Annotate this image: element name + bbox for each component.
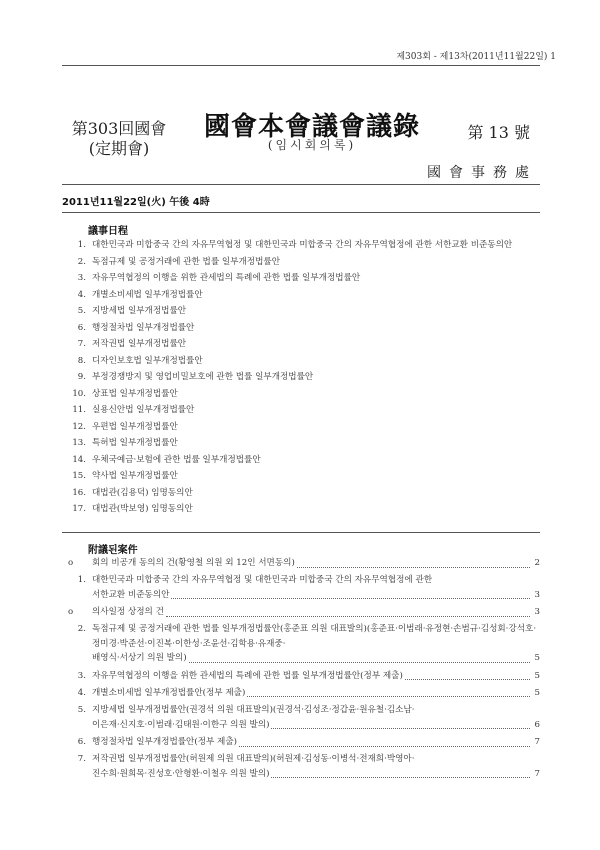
case-item-text-lead: 대한민국과 미합중국 간의 자유무역협정 및 대한민국과 미합중국 간의 자유무역협정에 관한 — [92, 575, 433, 586]
agenda-list — [62, 237, 540, 518]
dot-leader — [189, 662, 530, 663]
agenda-item-number: 8. — [77, 355, 86, 366]
agenda-item — [62, 303, 540, 320]
case-item-number: o — [68, 558, 74, 568]
case-item-text-lead: 독점규제 및 공정거래에 관한 법률 일부개정법률안(홍준표 의원 대표발의)(홍준표·이범래·유정현·손범규·김성회·강석호·정미경·박준선·이진복·이한성·조윤선·김학용·유재중· — [92, 624, 537, 649]
agenda-item — [62, 237, 540, 254]
agenda-item-number: 14. — [72, 454, 86, 465]
issue-number: 第 13 號 — [467, 123, 530, 142]
agenda-item-number: 11. — [72, 405, 86, 415]
case-item-line — [92, 556, 540, 571]
case-item-text-lead: 저작권법 일부개정법률안(허원제 의원 대표발의)(허원제·김성동·이병석·전재희·박영아· — [92, 754, 415, 765]
dot-leader — [271, 728, 530, 729]
agenda-item — [62, 485, 540, 502]
agenda-item — [62, 501, 540, 518]
agenda-item — [62, 419, 540, 436]
agenda-item-number: 13. — [72, 438, 86, 448]
case-item-page: 5 — [534, 687, 540, 698]
agenda-item-number: 10. — [72, 388, 86, 399]
case-item-number: 4. — [77, 687, 86, 698]
agenda-item — [62, 402, 540, 419]
agenda-heading: 議事日程 — [88, 226, 128, 237]
agenda-item-number: 17. — [72, 504, 86, 514]
case-item-page: 3 — [534, 607, 540, 618]
case-item-text: 회의 비공개 동의의 건(황영철 의원 외 12인 서면동의) — [92, 558, 295, 568]
agenda-item-number: 6. — [77, 322, 86, 333]
agenda-item — [62, 320, 540, 337]
meeting-datetime: 2011년11월22일(火) 午後 4時 — [62, 197, 210, 208]
agenda-item-number: 12. — [72, 421, 86, 432]
agenda-item-text: 우체국예금·보험에 관한 법률 일부개정법률안 — [92, 454, 261, 465]
agenda-item-text: 디자인보호법 일부개정법률안 — [92, 355, 203, 366]
document-subtitle: (임시회의록) — [267, 138, 357, 152]
case-item-text: 행정절차법 일부개정법률안(정부 제출) — [92, 737, 237, 748]
running-header: 제303회 - 제13차(2011년11월22일) 1 — [396, 52, 556, 62]
agenda-item-text: 개별소비세법 일부개정법률안 — [92, 289, 203, 300]
case-item-page: 7 — [534, 737, 540, 748]
case-item-number: 3. — [77, 670, 86, 681]
agenda-item — [62, 468, 540, 485]
dot-leader — [297, 567, 530, 568]
agenda-item-number: 1. — [77, 240, 86, 250]
agenda-item-text: 부정경쟁방지 및 영업비밀보호에 관한 법률 일부개정법률안 — [92, 372, 314, 382]
case-item-text: 개별소비세법 일부개정법률안(정부 제출) — [92, 687, 246, 698]
case-item-text: 자유무역협정의 이행을 위한 관세법의 특례에 관한 법률 일부개정법률안(정부 제출) — [92, 670, 403, 681]
agenda-item-text: 자유무역협정의 이행을 위한 관세법의 특례에 관한 법률 일부개정법률안 — [92, 273, 361, 283]
agenda-item-text: 대법관(박보영) 임명동의안 — [92, 504, 193, 514]
agenda-item-text: 행정절차법 일부개정법률안 — [92, 322, 195, 333]
case-item-line — [92, 651, 540, 666]
agenda-item-text: 저작권법 일부개정법률안 — [92, 339, 187, 349]
case-item — [62, 622, 540, 666]
section-rule — [62, 532, 540, 533]
case-item-number: 2. — [77, 624, 86, 635]
agenda-item-text: 특허법 일부개정법률안 — [92, 438, 178, 448]
case-item-text: 배영식·서상기 의원 발의) — [92, 653, 187, 664]
case-item-page: 5 — [534, 670, 540, 681]
agenda-item — [62, 270, 540, 287]
case-item — [62, 703, 540, 732]
agenda-item — [62, 386, 540, 403]
agenda-item — [62, 369, 540, 386]
agenda-item — [62, 435, 540, 452]
dot-leader — [239, 746, 530, 747]
case-item-line — [92, 605, 540, 620]
agenda-item — [62, 353, 540, 370]
agenda-item-number: 5. — [77, 306, 86, 316]
agenda-item-number: 4. — [77, 289, 86, 300]
session-label-line2: (定期會) — [88, 139, 150, 158]
agenda-item-number: 16. — [72, 487, 86, 498]
dot-leader — [271, 777, 530, 778]
agenda-item-number: 9. — [77, 372, 86, 382]
date-rule — [62, 212, 540, 213]
case-item — [62, 752, 540, 781]
top-rule — [62, 65, 540, 66]
agenda-item-text: 독점규제 및 공정거래에 관한 법률 일부개정법률안 — [92, 256, 280, 267]
agenda-item-text: 대한민국과 미합중국 간의 자유무역협정 및 대한민국과 미합중국 간의 자유무역협정에 관한 서한교환 비준동의안 — [92, 240, 513, 250]
case-item — [62, 686, 540, 701]
case-item-line — [92, 686, 540, 701]
session-label — [69, 119, 169, 159]
case-item — [62, 556, 540, 571]
agenda-item-text: 지방세법 일부개정법률안 — [92, 306, 187, 316]
agenda-item-text: 상표법 일부개정법률안 — [92, 388, 178, 399]
document-title: 國會本會議會議錄 — [203, 112, 420, 142]
case-item-page: 6 — [534, 719, 540, 730]
agenda-item — [62, 287, 540, 304]
agenda-item — [62, 254, 540, 271]
agenda-item — [62, 452, 540, 469]
cases-list — [62, 556, 540, 784]
agenda-item-number: 3. — [77, 273, 86, 283]
dot-leader — [171, 598, 530, 599]
issuing-office: 國會事務處 — [427, 165, 537, 181]
case-item-line — [92, 718, 540, 733]
dot-leader — [405, 679, 530, 680]
agenda-item-number: 2. — [77, 256, 86, 267]
case-item-page: 2 — [534, 558, 540, 568]
session-label-line1: 第303回國會 — [71, 119, 167, 138]
case-item-line — [92, 767, 540, 782]
agenda-item-text: 우편법 일부개정법률안 — [92, 421, 178, 432]
case-item-page: 5 — [534, 653, 540, 664]
case-item-line — [92, 735, 540, 750]
case-item — [62, 605, 540, 620]
case-item-page: 7 — [534, 768, 540, 779]
dot-leader — [247, 696, 530, 697]
case-item-number: 6. — [77, 737, 86, 748]
case-item-text: 이은재·신지호·이범래·김태원·이한구 의원 발의) — [92, 719, 270, 730]
agenda-item-text: 대법관(김용덕) 임명동의안 — [92, 487, 193, 498]
cases-heading: 附議된案件 — [88, 545, 138, 556]
case-item-line — [92, 588, 540, 603]
agenda-item-text: 약사법 일부개정법률안 — [92, 471, 178, 481]
case-item — [62, 669, 540, 684]
header-rule — [62, 184, 540, 185]
agenda-item-text: 실용신안법 일부개정법률안 — [92, 405, 195, 415]
case-item-page: 3 — [534, 589, 540, 600]
case-item-number: 1. — [77, 575, 86, 586]
case-item-text: 진수희·원희목·진성호·안형환·이철우 의원 발의) — [92, 768, 270, 779]
agenda-item-number: 7. — [77, 339, 86, 349]
case-item-line — [92, 669, 540, 684]
case-item — [62, 573, 540, 602]
case-item-number: 5. — [77, 705, 86, 716]
case-item — [62, 735, 540, 750]
case-item-number: o — [68, 607, 74, 618]
case-item-number: 7. — [77, 754, 86, 765]
case-item-text: 서한교환 비준동의안 — [92, 589, 170, 600]
agenda-item-number: 15. — [72, 471, 86, 481]
agenda-item — [62, 336, 540, 353]
dot-leader — [166, 616, 530, 617]
case-item-text: 의사일정 상정의 건 — [92, 607, 164, 618]
case-item-text-lead: 지방세법 일부개정법률안(권경석 의원 대표발의)(권경석·김성조·정갑윤·원유철·김소남· — [92, 705, 415, 716]
